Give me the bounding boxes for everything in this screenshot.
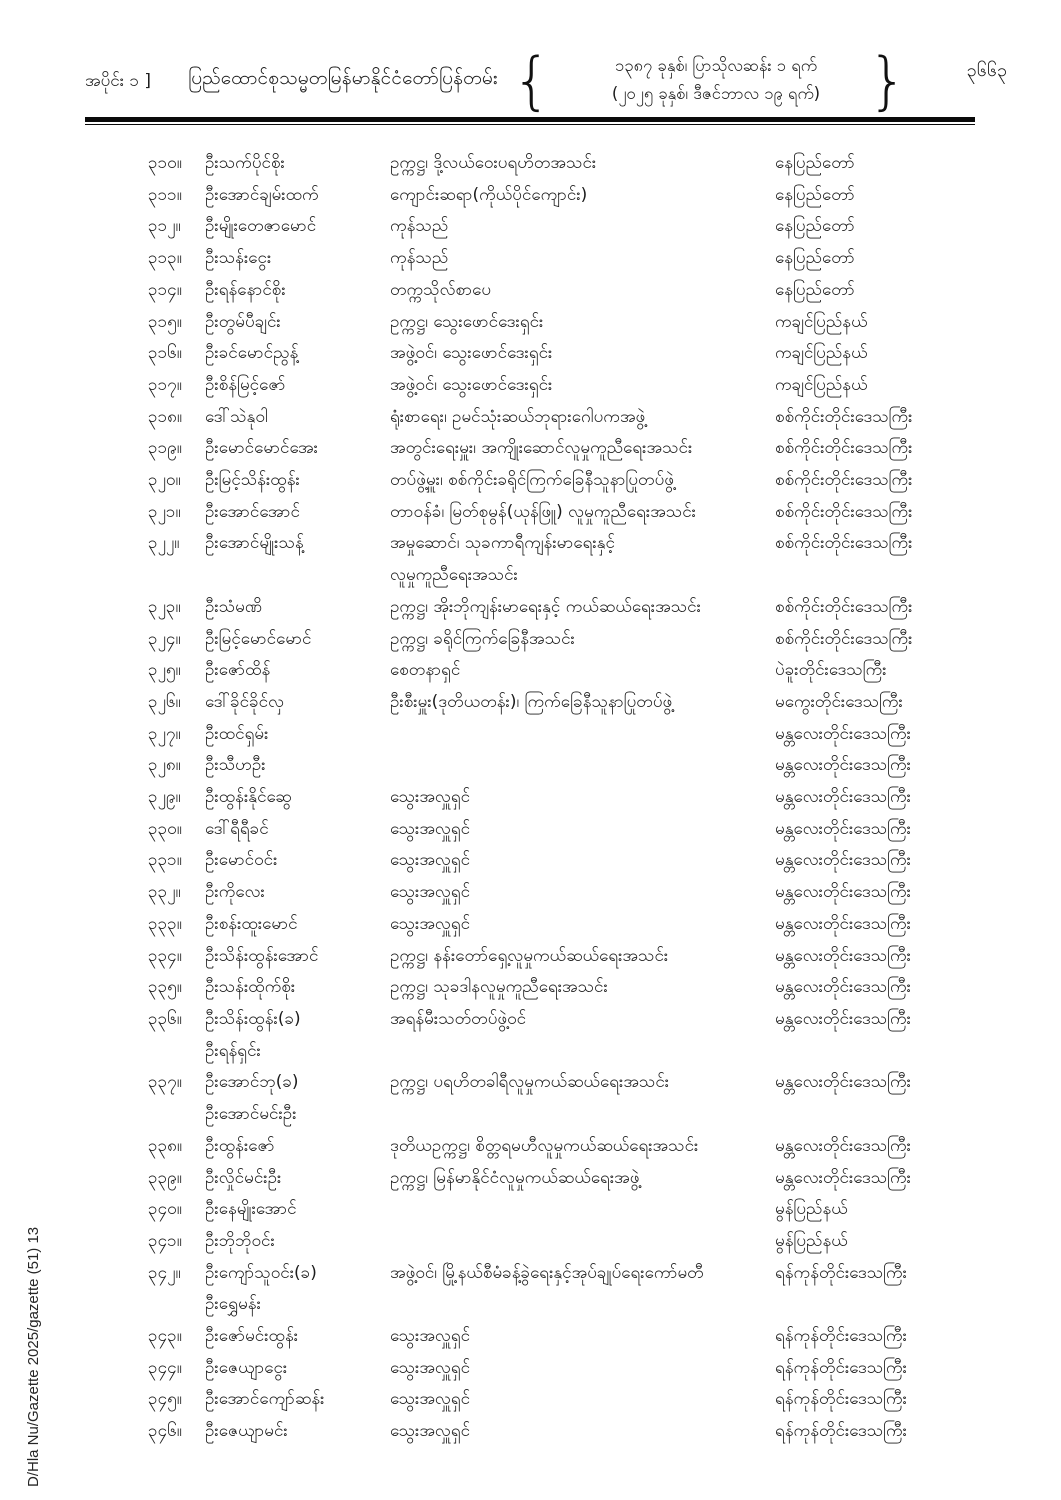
row-region: မန္တလေးတိုင်းဒေသကြီး xyxy=(775,1008,911,1029)
row-position: သွေးအလှူရှင် xyxy=(390,1357,471,1378)
row-number: ၃၂၀။ xyxy=(148,470,181,491)
table-row xyxy=(148,1131,948,1163)
table-row xyxy=(148,1067,948,1130)
table-row xyxy=(148,1416,948,1448)
row-name: ဒေါ်သဲနုဝါ xyxy=(205,406,268,427)
table-row xyxy=(148,465,948,497)
row-name: ဦးမောင်ဝင်း xyxy=(205,850,278,871)
row-number: ၃၁၆။ xyxy=(148,343,182,364)
row-name: ဦးထွန်းနိုင်ဆွေ xyxy=(205,787,292,808)
table-body xyxy=(148,148,948,1448)
row-position: သွေးအလှူရှင် xyxy=(390,913,471,934)
row-position: သွေးအလှူရှင် xyxy=(390,850,471,871)
date-block xyxy=(566,52,866,108)
row-number: ၃၂၆။ xyxy=(148,691,181,712)
row-position: ဥက္ကဋ္ဌ၊ ခရိုင်ကြက်ခြေနီအသင်း xyxy=(390,628,575,649)
row-number: ၃၃၉။ xyxy=(148,1167,182,1188)
gregorian-date: (၂၀၂၅ ခုနှစ်၊ ဒီဇင်ဘာလ ၁၉ ရက်) xyxy=(611,84,821,103)
page-number: ၃၆၆၃ xyxy=(966,60,1008,81)
table-row xyxy=(148,402,948,434)
row-name: ဦးခင်မောင်ညွန့် xyxy=(205,343,299,364)
row-region: မွန်ပြည်နယ် xyxy=(775,1230,848,1251)
row-name: ဦးထင်ရှမ်း xyxy=(205,723,269,744)
row-region: မန္တလေးတိုင်းဒေသကြီး xyxy=(775,723,911,744)
row-region: မန္တလေးတိုင်းဒေသကြီး xyxy=(775,882,911,903)
row-region: မန္တလေးတိုင်းဒေသကြီး xyxy=(775,787,911,808)
table-row xyxy=(148,1258,948,1321)
row-position: ဥက္ကဋ္ဌ၊ ဒို့လယ်ဝေးပရဟိတအသင်း xyxy=(390,153,597,173)
row-position: အရန်မီးသတ်တပ်ဖွဲ့ဝင် xyxy=(390,1008,527,1029)
row-region: မန္တလေးတိုင်းဒေသကြီး xyxy=(775,850,911,871)
row-region: ရန်ကုန်တိုင်းဒေသကြီး xyxy=(775,1421,907,1442)
appointments-table xyxy=(148,148,948,1448)
row-position: ဥက္ကဋ္ဌ၊ သုခဒါနလူမှုကူညီရေးအသင်း xyxy=(390,977,608,998)
myanmar-calendar-date: ၁၃၈၇ ခုနှစ်၊ ပြာသိုလဆန်း ၁ ရက် xyxy=(615,56,817,75)
row-position: သွေးအလှူရှင် xyxy=(390,1389,471,1410)
row-position: အတွင်းရေးမှူး၊ အကျိုးဆောင်လူမှုကူညီရေးအသင်း xyxy=(390,438,693,459)
row-name: ဦးဇော်မင်းထွန်း xyxy=(205,1326,299,1347)
table-row xyxy=(148,1384,948,1416)
row-name: ဦးဇော်ထိန် xyxy=(205,660,271,681)
row-position: သွေးအလှူရှင် xyxy=(390,1326,471,1347)
part-label: အပိုင်း ၁ ] xyxy=(85,71,152,91)
row-region: မွန်ပြည်နယ် xyxy=(775,1199,848,1220)
row-name: ဦးမြင့်မောင်မောင် xyxy=(205,628,312,649)
row-number: ၃၁၇။ xyxy=(148,374,182,395)
row-region: စစ်ကိုင်းတိုင်းဒေသကြီး xyxy=(775,406,913,427)
row-region: မန္တလေးတိုင်းဒေသကြီး xyxy=(775,945,911,966)
row-region: စစ်ကိုင်းတိုင်းဒေသကြီး xyxy=(775,533,913,554)
table-row xyxy=(148,592,948,624)
row-region: မန္တလေးတိုင်းဒေသကြီး xyxy=(775,755,911,776)
row-number: ၃၃၅။ xyxy=(148,977,182,998)
row-position: ဥက္ကဋ္ဌ၊ သွေးဖောင်ဒေးရှင်း xyxy=(390,311,544,332)
row-name: ဦးသိန်းထွန်း(ခ) ဦးရန်ရှင်း xyxy=(205,1008,301,1061)
table-row xyxy=(148,687,948,719)
row-position: အဖွဲ့ဝင်၊ သွေးဖောင်ဒေးရှင်း xyxy=(390,343,553,364)
row-number: ၃၁၃။ xyxy=(148,248,182,269)
row-number: ၃၄၅။ xyxy=(148,1389,182,1410)
row-number: ၃၃၈။ xyxy=(148,1135,182,1156)
row-position: အမှုဆောင်၊ သုခကာရီကျန်းမာရေးနှင့် လူမှုကူညီရေးအသင်း xyxy=(390,533,615,586)
row-number: ၃၃၆။ xyxy=(148,1008,182,1029)
row-name: ဦးသန်းထိုက်စိုး xyxy=(205,977,296,998)
row-region: နေပြည်တော် xyxy=(775,153,855,173)
row-number: ၃၂၃။ xyxy=(148,596,181,617)
row-region: မန္တလေးတိုင်းဒေသကြီး xyxy=(775,818,911,839)
row-name: ဦးဇေယျာမင်း xyxy=(205,1421,288,1442)
row-position: အဖွဲ့ဝင်၊ သွေးဖောင်ဒေးရှင်း xyxy=(390,374,553,395)
table-row xyxy=(148,433,948,465)
print-reference-note: D/Hla Nu/Gazette 2025/gazette (51) 13 xyxy=(25,1226,42,1487)
row-number: ၃၁၂။ xyxy=(148,216,181,237)
row-region: စစ်ကိုင်းတိုင်းဒေသကြီး xyxy=(775,596,913,617)
table-row xyxy=(148,750,948,782)
row-region: ရန်ကုန်တိုင်းဒေသကြီး xyxy=(775,1389,907,1410)
row-position: သွေးအလှူရှင် xyxy=(390,818,471,839)
page-header xyxy=(0,0,1061,130)
row-name: ဦးမောင်မောင်အေး xyxy=(205,438,318,459)
table-row xyxy=(148,941,948,973)
row-position: ဦးစီးမှူး(ဒုတိယတန်း)၊ ကြက်ခြေနီသူနာပြုတပ်ဖွဲ့ xyxy=(390,691,673,712)
row-position: ကုန်သည် xyxy=(390,216,449,237)
row-region: မန္တလေးတိုင်းဒေသကြီး xyxy=(775,977,911,998)
row-number: ၃၂၁။ xyxy=(148,501,181,522)
row-number: ၃၁၄။ xyxy=(148,279,182,300)
row-name: ဒေါ်ရီရီခင် xyxy=(205,818,269,839)
row-name: ဦးအောင်ဘု(ခ) ဦးအောင်မင်းဦး xyxy=(205,1072,299,1125)
table-row xyxy=(148,624,948,656)
row-number: ၃၂၉။ xyxy=(148,787,181,808)
row-region: စစ်ကိုင်းတိုင်းဒေသကြီး xyxy=(775,628,913,649)
header-double-rule xyxy=(85,117,975,125)
row-number: ၃၂၇။ xyxy=(148,723,181,744)
row-name: ဦးသိန်းထွန်းအောင် xyxy=(205,945,319,966)
row-region: နေပြည်တော် xyxy=(775,279,855,300)
row-name: ဦးကိုလေး xyxy=(205,882,265,903)
row-name: ဦးအောင်အောင် xyxy=(205,501,300,522)
row-name: ဦးအောင်ချမ်းထက် xyxy=(205,184,319,205)
row-region: ပဲခူးတိုင်းဒေသကြီး xyxy=(775,660,887,681)
left-brace: { xyxy=(512,44,552,117)
row-number: ၃၁၁။ xyxy=(148,184,182,205)
row-region: ရန်ကုန်တိုင်းဒေသကြီး xyxy=(775,1326,907,1347)
row-position: ဥက္ကဋ္ဌ၊ မြန်မာနိုင်ငံလူမှုကယ်ဆယ်ရေးအဖွဲ့ xyxy=(390,1167,640,1188)
row-number: ၃၂၄။ xyxy=(148,628,181,649)
row-number: ၃၂၈။ xyxy=(148,755,181,776)
row-position: သွေးအလှူရှင် xyxy=(390,1421,471,1442)
table-row xyxy=(148,845,948,877)
row-name: ဦးမျိုးတေဇာမောင် xyxy=(205,216,317,237)
row-name: ဦးအောင်မျိုးသန့် xyxy=(205,533,304,554)
row-name: ဦးတွမ်ပီချင်း xyxy=(205,311,281,332)
row-position: ဒုတိယဥက္ကဋ္ဌ၊ စိတ္တရမဟီလူမှုကယ်ဆယ်ရေးအသင်း xyxy=(390,1135,699,1156)
table-row xyxy=(148,211,948,243)
row-number: ၃၃၃။ xyxy=(148,913,182,934)
row-number: ၃၁၉။ xyxy=(148,438,182,459)
row-name: ဦးသက်ပိုင်စိုး xyxy=(205,153,285,173)
row-position: ရုံးစာရေး၊ ဥမင်သုံးဆယ်ဘုရားဂေါပကအဖွဲ့ xyxy=(390,406,646,427)
row-number: ၃၁၀။ xyxy=(148,153,182,173)
row-position: ဥက္ကဋ္ဌ၊ ပရဟိတခါရီလူမှုကယ်ဆယ်ရေးအသင်း xyxy=(390,1072,670,1093)
row-name: ဦးကျော်သူဝင်း(ခ) ဦးရွှေမန်း xyxy=(205,1262,317,1315)
row-position: တပ်ဖွဲ့မှူး၊ စစ်ကိုင်းခရိုင်ကြက်ခြေနီသူနာပြုတပ်ဖွဲ့ xyxy=(390,470,674,491)
row-number: ၃၄၃။ xyxy=(148,1326,182,1347)
row-number: ၃၂၅။ xyxy=(148,660,181,681)
row-name: ဦးထွန်းဇော် xyxy=(205,1135,275,1156)
row-region: ကချင်ပြည်နယ် xyxy=(775,374,868,395)
row-number: ၃၃၇။ xyxy=(148,1072,182,1093)
row-number: ၃၃၄။ xyxy=(148,945,182,966)
row-position: တက္ကသိုလ်စာပေ xyxy=(390,279,492,300)
row-position: ကျောင်းဆရာ(ကိုယ်ပိုင်ကျောင်း) xyxy=(390,184,588,205)
table-row xyxy=(148,1321,948,1353)
table-row xyxy=(148,1353,948,1385)
table-row xyxy=(148,719,948,751)
row-region: မန္တလေးတိုင်းဒေသကြီး xyxy=(775,913,911,934)
row-name: ဦးနေမျိုးအောင် xyxy=(205,1199,297,1220)
table-row xyxy=(148,1004,948,1067)
row-region: မန္တလေးတိုင်းဒေသကြီး xyxy=(775,1072,911,1093)
table-row xyxy=(148,338,948,370)
row-position: သွေးအလှူရှင် xyxy=(390,882,471,903)
row-name: ဦးသံမဏိ xyxy=(205,596,263,617)
row-number: ၃၃၁။ xyxy=(148,850,182,871)
table-row xyxy=(148,243,948,275)
table-row xyxy=(148,782,948,814)
table-row xyxy=(148,528,948,591)
table-row xyxy=(148,877,948,909)
row-name: ဦးစန်းထူးမောင် xyxy=(205,913,298,934)
table-row xyxy=(148,148,948,180)
row-name: ဦးရန်နောင်စိုး xyxy=(205,279,286,300)
row-number: ၃၃၂။ xyxy=(148,882,181,903)
row-region: စစ်ကိုင်းတိုင်းဒေသကြီး xyxy=(775,501,913,522)
row-position: ကုန်သည် xyxy=(390,248,449,269)
row-name: ဦးဘိုဘိုဝင်း xyxy=(205,1230,275,1251)
table-row xyxy=(148,307,948,339)
table-row xyxy=(148,972,948,1004)
row-name: ဦးစိန်မြင့်ဇော် xyxy=(205,374,286,395)
row-number: ၃၃၀။ xyxy=(148,818,182,839)
row-number: ၃၁၈။ xyxy=(148,406,182,427)
table-row xyxy=(148,180,948,212)
right-brace: } xyxy=(868,44,908,117)
row-region: ရန်ကုန်တိုင်းဒေသကြီး xyxy=(775,1262,907,1283)
row-region: စစ်ကိုင်းတိုင်းဒေသကြီး xyxy=(775,438,913,459)
row-name: ဦးအောင်ကျော်ဆန်း xyxy=(205,1389,325,1410)
row-region: စစ်ကိုင်းတိုင်းဒေသကြီး xyxy=(775,470,913,491)
row-region: နေပြည်တော် xyxy=(775,216,855,237)
row-region: နေပြည်တော် xyxy=(775,248,855,269)
row-name: ဦးသန်းငွေး xyxy=(205,248,272,269)
row-number: ၃၄၆။ xyxy=(148,1421,182,1442)
row-region: ကချင်ပြည်နယ် xyxy=(775,343,868,364)
row-number: ၃၂၂။ xyxy=(148,533,180,554)
table-row xyxy=(148,655,948,687)
table-row xyxy=(148,1163,948,1195)
row-number: ၃၁၅။ xyxy=(148,311,182,332)
row-region: ရန်ကုန်တိုင်းဒေသကြီး xyxy=(775,1357,907,1378)
row-number: ၃၄၁။ xyxy=(148,1230,182,1251)
row-region: မန္တလေးတိုင်းဒေသကြီး xyxy=(775,1167,911,1188)
table-row xyxy=(148,909,948,941)
table-row xyxy=(148,1194,948,1226)
table-row xyxy=(148,275,948,307)
row-number: ၃၄၀။ xyxy=(148,1199,182,1220)
table-row xyxy=(148,370,948,402)
row-region: မကွေးတိုင်းဒေသကြီး xyxy=(775,691,903,712)
row-name: ဦးလှိုင်မင်းဦး xyxy=(205,1167,282,1188)
row-position: ဥက္ကဋ္ဌ၊ အိုးဘိုကျန်းမာရေးနှင့် ကယ်ဆယ်ရေးအသင်း xyxy=(390,596,701,617)
row-name: ဦးဇေယျာငွေး xyxy=(205,1357,288,1378)
row-position: တာဝန်ခံ၊ မြတ်စုမွန်(ယုန်ဖြူ) လူမှုကူညီရေးအသင်း xyxy=(390,501,696,522)
row-position: သွေးအလှူရှင် xyxy=(390,787,471,808)
row-position: ဥက္ကဋ္ဌ၊ နန်းတော်ရှေ့လူမှုကယ်ဆယ်ရေးအသင်း xyxy=(390,945,669,966)
row-position: စေတနာရှင် xyxy=(390,660,461,681)
row-region: နေပြည်တော် xyxy=(775,184,855,205)
row-name: ဦးမြင့်သိန်းထွန်း xyxy=(205,470,300,491)
table-row xyxy=(148,497,948,529)
gazette-title: ပြည်ထောင်စုသမ္မတမြန်မာနိုင်ငံတော်ပြန်တမ်း xyxy=(188,67,498,89)
row-name: ဦးသီဟဦး xyxy=(205,755,266,776)
table-row xyxy=(148,1226,948,1258)
table-row xyxy=(148,814,948,846)
row-name: ဒေါ်ခိုင်ခိုင်လှ xyxy=(205,691,285,712)
row-position: အဖွဲ့ဝင်၊ မြို့နယ်စီမံခန့်ခွဲရေးနှင့်အုပ်ချုပ်ရေးကော်မတီ xyxy=(390,1262,704,1283)
row-region: ကချင်ပြည်နယ် xyxy=(775,311,868,332)
row-number: ၃၄၂။ xyxy=(148,1262,181,1283)
row-region: မန္တလေးတိုင်းဒေသကြီး xyxy=(775,1135,911,1156)
row-number: ၃၄၄။ xyxy=(148,1357,182,1378)
